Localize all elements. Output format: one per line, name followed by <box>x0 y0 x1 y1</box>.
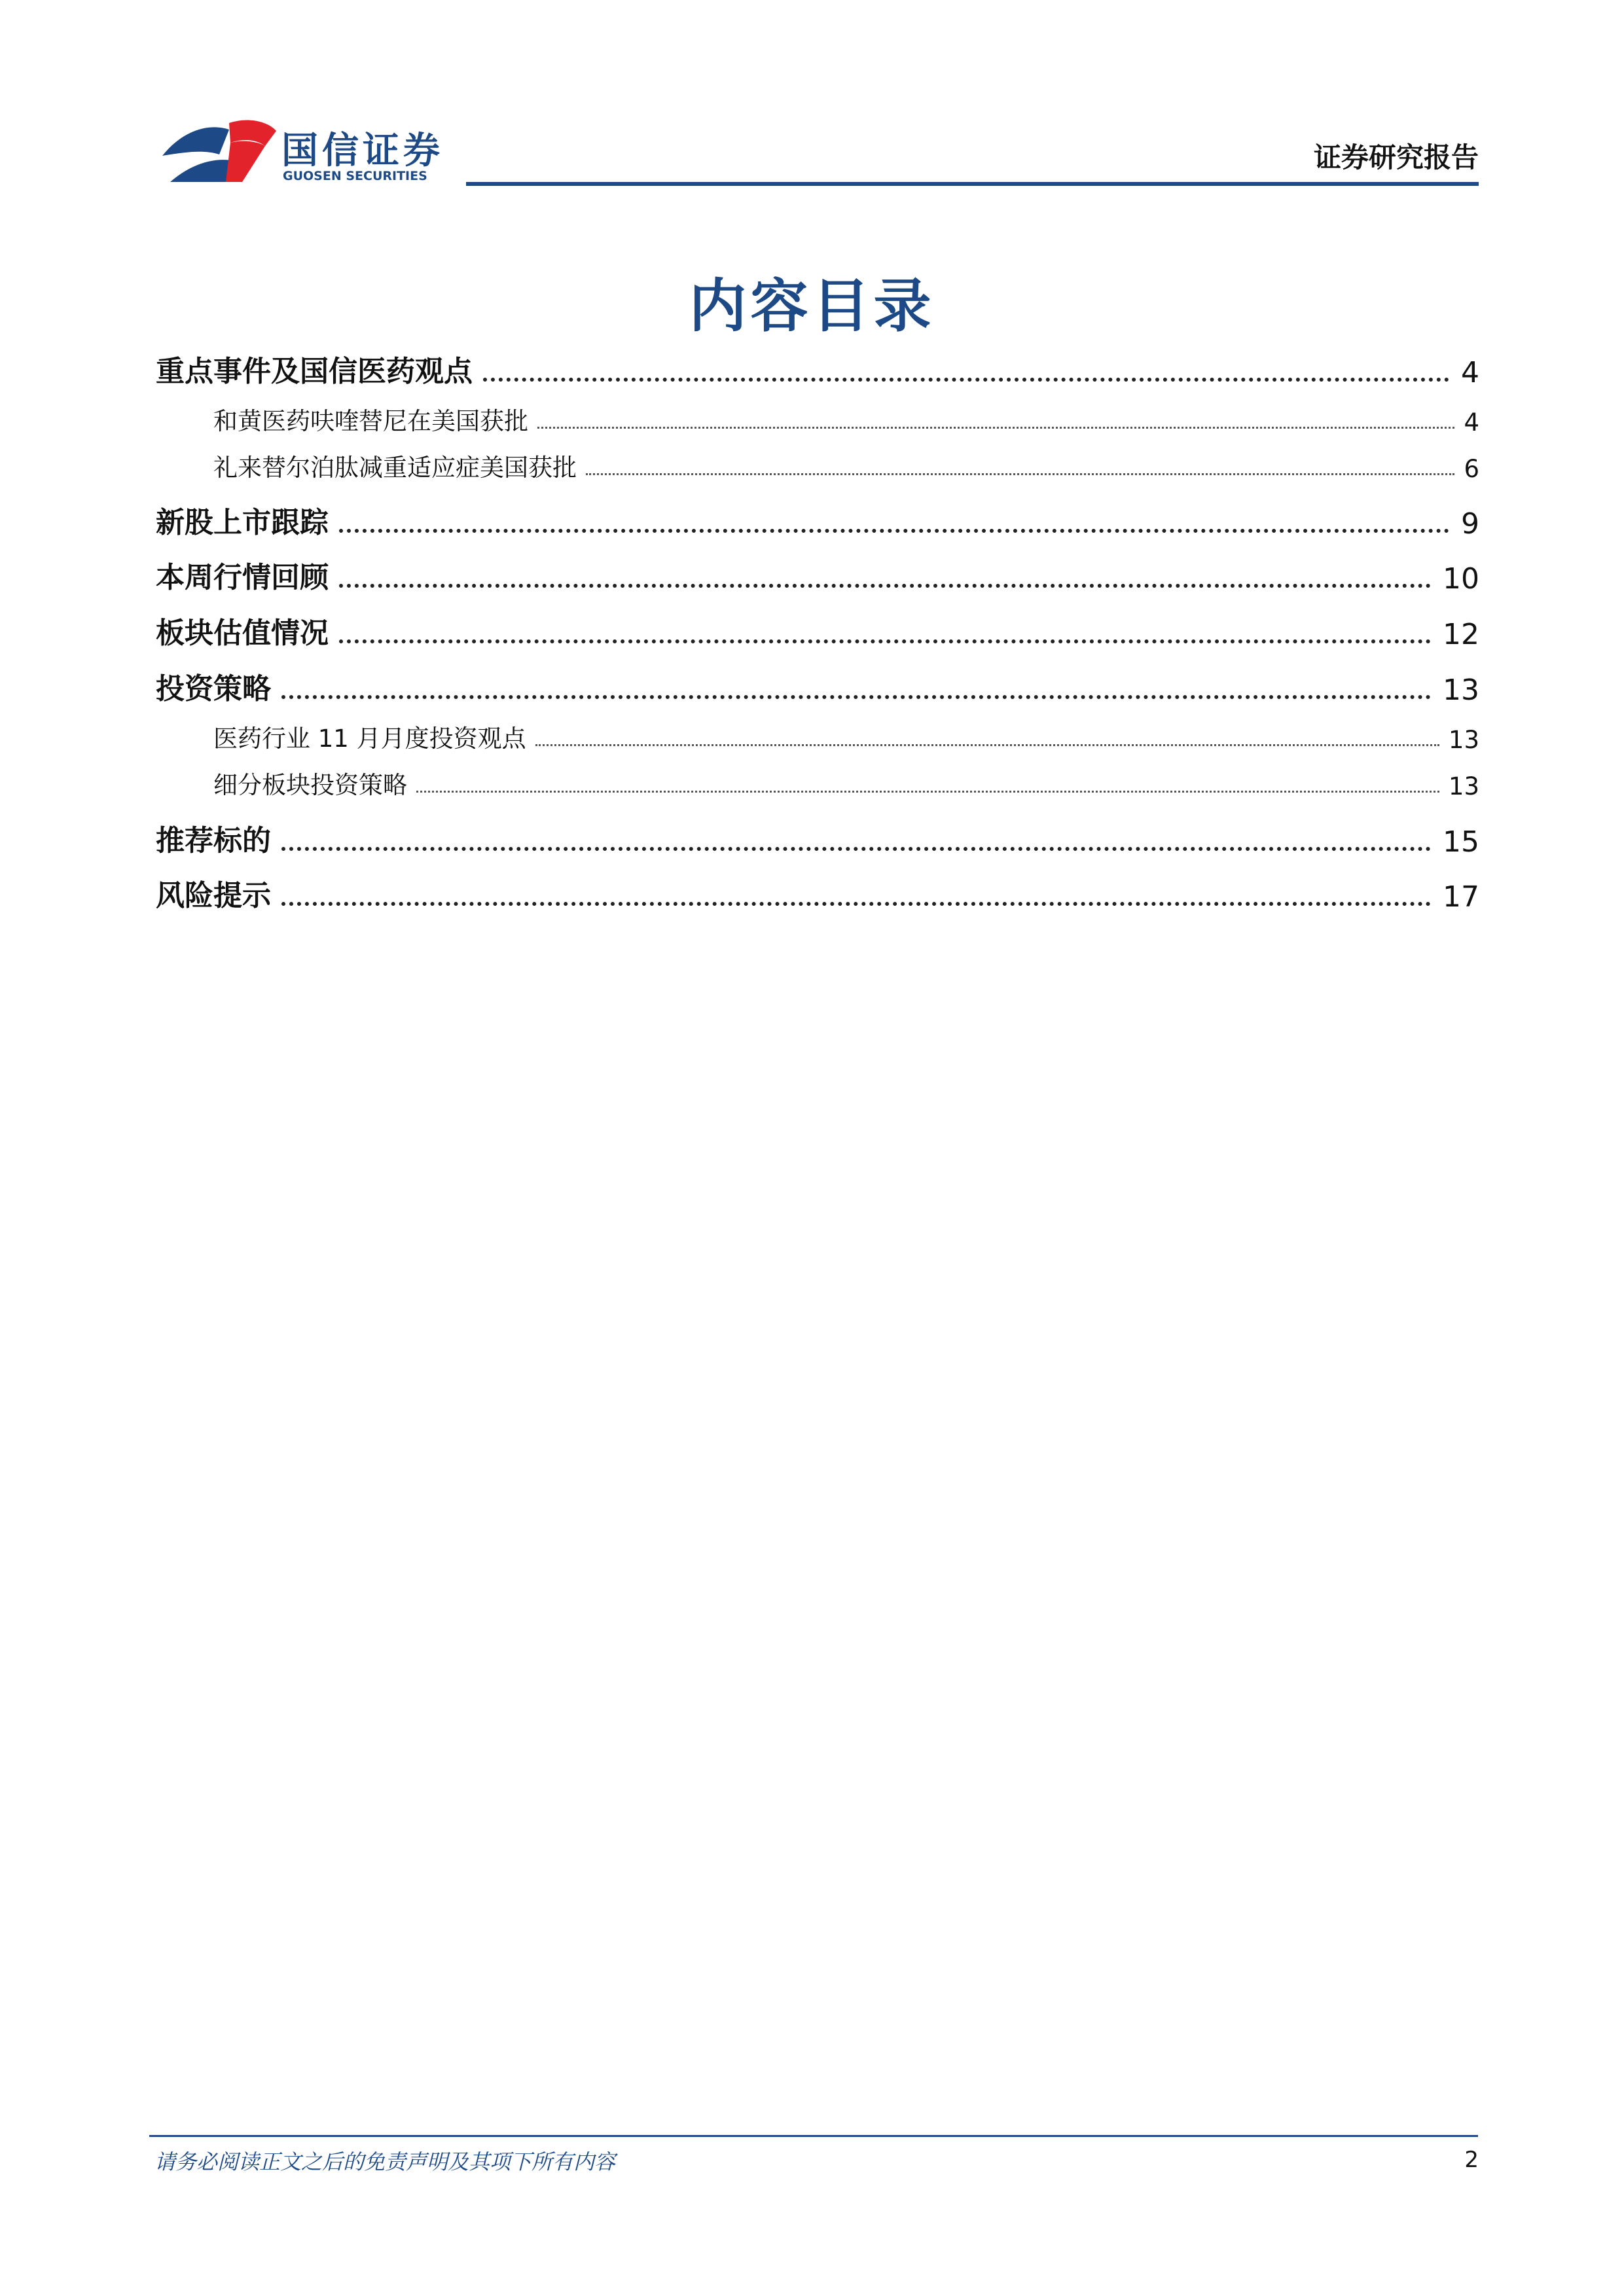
toc-leader-dots <box>416 791 1439 793</box>
toc-entry[interactable] <box>156 605 1479 651</box>
toc-title: 内容目录 <box>689 272 935 340</box>
toc-entry-page: 10 <box>1443 562 1479 596</box>
toc-entry-label: 风险提示 <box>156 879 271 912</box>
toc-subentry[interactable] <box>156 717 1479 754</box>
report-type-label: 证券研究报告 <box>1313 141 1479 173</box>
toc-entry[interactable] <box>156 495 1479 541</box>
company-logo <box>157 117 445 188</box>
toc-entry-label: 细分板块投资策略 <box>213 771 407 799</box>
toc-entry-label: 重点事件及国信医药观点 <box>156 355 473 388</box>
toc-leader-dots <box>339 584 1431 588</box>
toc-leader-dots <box>281 847 1431 851</box>
logo-chinese-name: 国信证券 <box>281 130 444 172</box>
toc-entry-page: 13 <box>1448 772 1479 800</box>
toc-subentry[interactable] <box>156 764 1479 800</box>
toc-entry-label: 和黄医药呋喹替尼在美国获批 <box>213 407 528 435</box>
toc-entry-label: 礼来替尔泊肽减重适应症美国获批 <box>213 454 577 482</box>
toc-entry-page: 17 <box>1443 880 1479 914</box>
footer-divider <box>149 2135 1478 2137</box>
footer-disclaimer: 请务必阅读正文之后的免责声明及其项下所有内容 <box>154 2149 616 2174</box>
toc-leader-dots <box>281 902 1431 906</box>
toc-entry-page: 9 <box>1461 507 1479 541</box>
toc-entry[interactable] <box>156 813 1479 859</box>
logo-english-name: GUOSEN SECURITIES <box>283 169 427 183</box>
toc-entry-page: 4 <box>1464 408 1479 437</box>
toc-leader-dots <box>586 473 1454 475</box>
toc-entry-page: 13 <box>1443 673 1479 707</box>
toc-leader-dots <box>483 378 1449 382</box>
toc-entry-label: 推荐标的 <box>156 824 271 857</box>
toc-subentry[interactable] <box>156 446 1479 483</box>
toc-entry-page: 13 <box>1448 726 1479 754</box>
toc-entry-label: 医药行业 11 月月度投资观点 <box>213 725 526 753</box>
toc-entry-page: 15 <box>1443 825 1479 859</box>
toc-entry[interactable] <box>156 550 1479 596</box>
toc-leader-dots <box>535 744 1439 746</box>
toc-entry-page: 4 <box>1461 356 1479 389</box>
toc-subentry[interactable] <box>156 400 1479 437</box>
toc-entry[interactable] <box>156 868 1479 914</box>
toc-leader-dots <box>339 639 1431 643</box>
toc-entry[interactable] <box>156 344 1479 389</box>
toc-entry-page: 6 <box>1464 455 1479 483</box>
toc-entry[interactable] <box>156 661 1479 707</box>
toc-leader-dots <box>537 427 1454 429</box>
toc-leader-dots <box>281 695 1431 699</box>
toc-leader-dots <box>339 529 1449 533</box>
page-number: 2 <box>1464 2147 1479 2173</box>
toc-entry-page: 12 <box>1443 618 1479 651</box>
toc-entry-label: 板块估值情况 <box>156 617 329 650</box>
toc-entry-label: 新股上市跟踪 <box>156 506 329 539</box>
header-divider <box>466 182 1479 186</box>
logo-mark-icon <box>157 117 278 188</box>
toc-entry-label: 本周行情回顾 <box>156 561 329 594</box>
toc-entry-label: 投资策略 <box>156 672 271 706</box>
